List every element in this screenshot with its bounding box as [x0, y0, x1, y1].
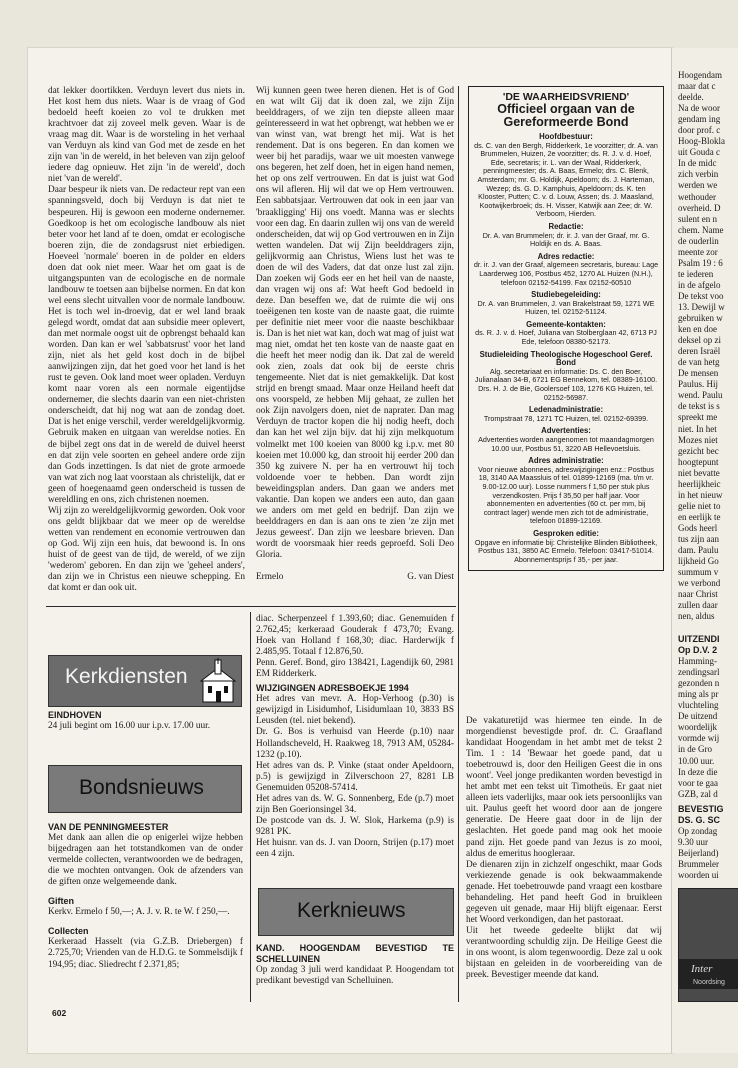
penningmeester-section — [48, 822, 243, 971]
mid-lower-column — [256, 614, 454, 860]
edge-text-line: meente zor — [678, 246, 718, 257]
penningmeester-heading: VAN DE PENNINGMEESTER — [48, 822, 169, 832]
masthead-heading: Hoofdbestuur: — [539, 132, 593, 141]
edge-text-line: deelde. — [678, 92, 704, 103]
signature — [256, 572, 454, 583]
edge-text-line: Brummeler — [678, 859, 719, 870]
masthead-text: dr. ir. J. van der Graaf, algemeen secretaris, bureau: Lage Laarderweg 106, Postbus 452, 1270 AL Huizen (N.H.), telefoon 02152-54199. Fax 02152-60510 — [473, 260, 659, 287]
adres-item: Het adres van ds. P. Vinke (staat onder Apeldoorn, p.5) is gewijzigd in Zilverschoon 27, 8281 LB Genemuiden 05208-57414. — [256, 760, 454, 793]
edge-text-line: Psalm 19 : 6 — [678, 257, 723, 268]
edge-text-line: dam. Paulu — [678, 545, 719, 556]
section-divider — [46, 606, 456, 607]
edge-text-line: Hoog-Blokla — [678, 136, 725, 147]
edge-text-line: In deze die — [678, 766, 718, 777]
kerkdiensten-banner — [48, 655, 242, 707]
adres-item: Het adres van ds. W. G. Sonnenberg, Ede (p.7) moet zijn Ben Goerionsingel 34. — [256, 793, 454, 815]
edge-text-line: vormde wij — [678, 733, 720, 744]
edge-text-line: de ouderlin — [678, 235, 719, 246]
adres-item: Het huisnr. van ds. J. van Doorn, Strijen (p.17) moet een 4 zijn. — [256, 837, 454, 859]
edge-photo — [678, 888, 738, 1002]
masthead-title: 'DE WAARHEIDSVRIEND' — [502, 91, 630, 103]
edge-text-line: De uitzend — [678, 711, 718, 722]
edge-text-line: vluchteling — [678, 700, 719, 711]
edge-text-line: de tekst is s — [678, 401, 720, 412]
kandidaat-text: Op zondag 3 juli werd kandidaat P. Hoogendam tot predikant bevestigd van Schelluinen. — [256, 965, 454, 987]
eindhoven-text: 24 juli begint om 16.00 uur i.p.v. 17.00 uur. — [48, 721, 211, 732]
masthead-text: Voor nieuwe abonnees, adreswijzigingen enz.: Postbus 18, 3140 AA Maassluis of tel. 01899-12169 (ma. t/m vr. 9.00-12.00 uur). Losse nummers f 1,50 per stuk plus verzendkosten. Prijs f 35,50 per half jaar. Voor abonnementen en advertenties (60 ct. per mm, bij contract lager) wende men zich tot de administratie, telefoon 01899-12169. — [478, 464, 654, 526]
edge-text-line: UITZENDI — [678, 634, 720, 644]
edge-text-line: lijkheid Go — [678, 556, 719, 567]
edge-text-line: 10.00 uur. — [678, 755, 715, 766]
edge-text-line: wend. Paulu — [678, 390, 723, 401]
column-1 — [48, 86, 245, 594]
kerkdiensten-title: Kerkdiensten — [65, 665, 188, 688]
collecten-heading: Collecten — [48, 926, 89, 937]
masthead-heading: Ledenadministratie: — [528, 405, 604, 415]
collecten-continued: diac. Scherpenzeel f 1.393,60; diac. Genemuiden f 2.762,45; kerkeraad Gouderak f 473,70; Evang. Hoek van Holland f 168,30; diac. Harderwijk f 2.485,95. Totaal f 12.876,50. — [256, 614, 454, 658]
eindhoven-heading: EINDHOVEN — [48, 710, 102, 720]
edge-text-line: niet bevatte — [678, 467, 720, 478]
edge-text-line: DS. G. SC — [678, 815, 721, 826]
edge-text-line: Mozes niet — [678, 434, 718, 445]
edge-text-line: Na de woor — [678, 103, 720, 114]
adres-item: De postcode van ds. J. W. Slok, Harkema (p.9) is 9281 PK. — [256, 815, 454, 837]
adresboekje-heading: WIJZIGINGEN ADRESBOEKJE 1994 — [256, 683, 409, 694]
giften-text: Kerkv. Ermelo f 50,—; A. J. v. R. te W. f 250,—. — [48, 907, 230, 918]
giro-text: Penn. Geref. Bond, giro 138421, Lagendijk 60, 2981 EM Ridderkerk. — [256, 658, 454, 680]
edge-text-line: ming als pr — [678, 689, 719, 700]
masthead-heading: Studieleiding Theologische Hogeschool Geref. Bond — [479, 349, 653, 368]
masthead-text: Dr. A. van Brummelen, J. van Brakelstraat 59, 1271 WE Huizen, tel. 02152-51124. — [477, 298, 655, 317]
collecten-text: Kerkeraad Hasselt (via G.Z.B. Driebergen) f 2.725,70; Vrienden van de H.D.G. te Sommelsdijk f 194,95; diac. Sliedrecht f 2.371,85; — [48, 937, 243, 970]
edge-text-line: Hoogendam — [678, 70, 722, 80]
col1-paragraph: Daar bespeur ik niets van. De redacteur rept van een spanningsveld, doch bij Verduyn is dat niet te bespeuren. Hij is gewoon een moderne ondernemer. Goedkoop is het om ecologische landbouw als niet beter voor het land af te doen, omdat er ecologische boeren zijn, die de zondagsrust niet erbiedigen. Hoeveel 'normale' boeren in de polder en elders doen dat ook niet meer. Waar het om gaat is de uitgangspunten van de ecologische en de normale landbouw te toetsen aan bijbelse normen. En dat kon wel eens slecht uitvallen voor de normale landbouw. Het is toch wel in-droevig, dat er wel land braak gelegd wordt, omdat dat aan subsidie meer oplevert, dan met normale oogst uit de opbrengst behaald kan worden. Dan kan er wel 'sabbatsrust' voor het land zijn, niet als het geld kost doch in de bijbel aanwijzingen zijn, dat het goed voor het land is het rust te geven. Ook land moet weer opladen. Verduyn komt naar voren als een normale eigentijdse ondernemer, die slechts daarin van een niet-christen onderscheidt, dat hij nog wat aan de zondag doet. Dat is het enige verschil, verder wereldgelijkvormig. Gebruik maken en uitgaan van wereldse noties. En de bijbel zegt ons dat in de wereld de duivel heerst en dat zijn vele soorten en geheel andere orde zijn dan Gods inzettingen. Is dat niet de grote armoede van wat zich nog laat voorstaan als christelijk, dat er geen of hoegenaamd geen onderscheid is tussen de wereldling en ons, zich christenen noemen. — [48, 185, 245, 505]
edge-text-line: de van hetg — [678, 357, 720, 368]
edge-text-line: BEVESTIG — [678, 804, 724, 814]
article-paragraph: De vakaturetijd was hiermee ten einde. In de morgendienst bevestigde prof. dr. C. Graafland kandidaat Hoogendam in het ambt met de tekst 2 Tim. 1 : 14 'Bewaar het goede pand, dat u toebetrouwd is, door den Heiligen Geest die in ons woont'. Veel jonge predikanten worden bevestigd in het ambt met een tekst uit Timotheüs. Er gaat niet alleen iets vaderlijks, maar ook iets persoonlijks van uit. Paulus geeft het woord door aan de jongere generatie. De Heere gaat door in de lijn der geslachten. Het goede pand mag ook het mooie pand zijn. Het goede pand van Jezus is zo mooi, aldus de emeritus hoogleraar. — [466, 716, 662, 859]
edge-text-line: 13. Dewijl w — [678, 301, 725, 312]
eindhoven-notice — [48, 710, 243, 732]
column-divider — [250, 612, 251, 1002]
giften-heading: Giften — [48, 896, 74, 907]
col1-paragraph: dat lekker doortikken. Verduyn levert dus niets in. Het kost hem dus niets. Waar is de vraag of God bedoeld heeft koeien zo vol te drukken met krachtvoer dat zij zoveel melk geven. Waar is de vraag mag dit. Waar is de worsteling in het verhaal van Verduyn als kind van God met de zesde en het zijn van 'in de wereld, in het beleven van zijn geloof iedere dag opnieuw. Het zijn 'in de wereld', doch niet 'van de wereld'. — [48, 86, 245, 185]
edge-text-line: ken en doe — [678, 324, 717, 335]
bevestiging-article — [466, 716, 662, 981]
masthead-box — [468, 86, 664, 571]
masthead-text: ds. C. van den Bergh, Ridderkerk, 1e voorzitter; dr. A. van Brummelen, Huizen, 2e voorzitter; ds. R. J. v. d. Hoef, Ede, secretaris; ir. L. van der Waal, Ridderkerk, penningmeester; ds. A. Baas, Ermelo; drs. C. Blenk, Amsterdam; mr. G. Holdijk, Apeldoorn; ds. J. Harteman, Wezep; ds. G. D. Kamphuis, Apeldoorn; ds. K. ten Klooster, Putten; C. v. d. Louw, Assen; ds. J. Maasland, Kootwijkerbroek; ds. H. Visser, Katwijk aan Zee; dr. W. Verboom, Hierden. — [474, 140, 658, 219]
edge-text-line: in de afgelo — [678, 279, 721, 290]
edge-text-line: zich verbin — [678, 169, 719, 180]
edge-column-top — [678, 70, 725, 622]
edge-text-line: voor te gaa — [678, 777, 718, 788]
edge-text-line: Op zondag — [678, 826, 718, 837]
masthead-heading: Gemeente-kontakten: — [526, 319, 606, 329]
edge-text-line: zullen daar — [678, 600, 718, 611]
masthead-text: Dr. A. van Brummelen; dr. ir. J. van der Graaf, mr. G. Holdijk en ds. A. Baas. — [482, 230, 650, 249]
edge-text-line: in het nieuw — [678, 489, 723, 500]
signature-name: G. van Diest — [407, 572, 454, 583]
edge-text-line: en eerlijk te — [678, 511, 721, 522]
edge-photo-caption-small: Noordsing — [693, 979, 725, 986]
edge-text-line: Op D.V. 2 — [678, 645, 718, 656]
edge-text-line: gendam ing — [678, 114, 721, 125]
edge-text-line: door prof. c — [678, 125, 721, 136]
edge-text-line: overheid. D — [678, 202, 721, 213]
edge-text-line: GZB, zal d — [678, 788, 718, 799]
kandidaat-section — [256, 943, 454, 987]
edge-text-line: gezonden n — [678, 678, 720, 689]
signature-place: Ermelo — [256, 572, 284, 583]
col2-paragraph: Wij kunnen geen twee heren dienen. Het is of God en wat wilt Gij dat ik doen zal, we zijn Zijn beelddragers, of we zijn ten diepste alleen maar geïnteresseerd in wat het opbrengt, wat hebben we er van winst van, wat brengt het mij. Wat is het rendement. Dat is ons begeren. En dan komen we weer bij het paradijs, waar we uit moesten vanwege ons begeren, het zelf doen, het in eigen hand nemen, het op ons zelf vertrouwen. En dat is juist wat God ons wil afleren. Hij wil dat we op Hem vertrouwen. Een sabbatsjaar. Vertrouwen dat ook in een jaar van 'braakligging' Hij ons voedt. Manna was er slechts voor een dag. En daarin zullen wij ons van de wereld onderscheiden, dat wij op God vertrouwen en in Zijn wetten wandelen. Dat wij Zijn beelddragers zijn, gelijkvormig aan Christus, Wiens lust het was te doen de wil des Vaders, dat dat onze lust zal zijn. Dan zoeken wij Gods eer en het heil van de naaste, dan vragen wij ons af: Wat heeft God bedoeld in deze. Dan beseffen we, dat de ruimte die wij ons toeëigenen ten koste van de naaste gaat, die ruimte per definitie niet meer voor die naaste beschikbaar is. Dan is het niet wat kan, doch wat mag of juist wat mag niet, omdat het ten koste van de naaste gaat en die heeft het meer nodig dan ik. Dat zal de wereld ook zien, zoals dat ook bij de eerste chris tengemeente. Niet dat is niet gemakkelijk. Dat kost strijd en brengt smaad. Maar onze Heiland heeft dat ons voorspeld, ze hebben Mij gehaat, ze zullen het ook Zijn navolgers doen, niet de naprater. Dan mag Verduyn de tractor kopen die hij nodig heeft, doch dan kan het wel zijn bijv. dat hij zijn melkquotum volmelkt met 100 koeien van 8000 kg i.p.v. met 80 koeien met 10.000 kg, dan strooit hij eerder 200 dan 350 kg zuivere N. per ha en vertrouwt hij toch voldoende voer te hebben. Dan wordt zijn beweidingsplan anders. Dan gaan we anders met vakantie. Dan kopen we anders een auto, dan gaan we anders om met geld en bedrijf. Dan zijn we beelddragers en dan is aan ons te zien 'ze zijn met Jezus geweest'. Dan zijn we leesbare brieven. Dan wordt de voorsmaak hier reeds geproefd. Soli Deo Gloria. — [256, 86, 454, 560]
edge-text-line: nen, aldus — [678, 611, 715, 622]
edge-text-line: wethouder — [678, 191, 716, 202]
article-paragraph: Uit het tweede gedeelte blijkt dat wij verantwoording schuldig zijn. De Heilige Geest die in ons woont, is alom tegenwoordig. Deze zal u ook bijstaan en geleiden in de voorbereiding van de preek. Bevestiger meende dat kand. — [466, 925, 662, 981]
edge-text-line: Beijerland) — [678, 848, 719, 859]
bondsnieuws-title: Bondsnieuws — [79, 776, 204, 799]
edge-text-line: we verbond — [678, 578, 721, 589]
column-2 — [256, 86, 454, 583]
edge-column-uitzending — [678, 634, 720, 800]
masthead-heading: Redactie: — [548, 221, 584, 231]
edge-photo-caption: Inter — [691, 963, 713, 975]
adres-item: Het adres van mevr. A. Hop-Verhoog (p.30) is gewijzigd in Lisidumhof, Lisidumlaan 10, 3833 BS Leusden (tel. niet bekend). — [256, 694, 454, 727]
next-page-edge — [671, 48, 738, 1053]
masthead-heading: Studiebegeleiding: — [531, 290, 601, 300]
edge-text-line: Paulus. Hij — [678, 379, 719, 390]
edge-text-line: woordelijk — [678, 722, 717, 733]
edge-text-line: heerlijkheic — [678, 478, 721, 489]
edge-text-line: in de Gro — [678, 744, 712, 755]
masthead-text: Alg. secretariaat en informatie: Ds. C. den Boer, Julianalaan 34-B, 6721 EG Bennekom, tel. 08389-16100. Drs. H. J. de Bie, Goolersoef 103, 1276 KG Huizen, tel. 02152-56987. — [474, 366, 658, 402]
edge-text-line: Hamming- — [678, 656, 717, 667]
masthead-text: Opgave en informatie bij: Christelijke Blinden Bibliotheek, Postbus 131, 3850 AC Ermelo. Telefoon: 03417-51014. Abonnementsprijs f 35,- per jaar. — [474, 537, 658, 564]
masthead-text: Advertenties worden aangenomen tot maandagmorgen 10.00 uur, Postbus 51, 3220 AB Hellevoetsluis. — [478, 435, 654, 453]
edge-text-line: sulent en n — [678, 213, 717, 224]
edge-text-line: 9.30 uur — [678, 837, 708, 848]
edge-text-line: naar Christ — [678, 589, 718, 600]
edge-text-line: hoogtepunt — [678, 456, 719, 467]
col1-paragraph: Wij zijn zo wereldgelijkvormig geworden. Ook voor ons geldt blijkbaar dat we meer op de wereldse wetten van rendement en economie vertrouwen dan op God. Wij zijn een huis, dat bewoond is. In ons huist of de geest van de tijd, de wereld, of we zijn 'wederom' geboren. En dan zijn we 'geheel anders', dan zijn we in Christus een nieuwe schepping. En dat komt er dan ook uit. — [48, 505, 245, 594]
edge-text-line: Gods heerl — [678, 522, 718, 533]
kandidaat-heading: KAND. HOOGENDAM BEVESTIGD TE SCHELLUINEN — [256, 943, 454, 965]
masthead-heading: Gesproken editie: — [533, 528, 599, 538]
masthead-text: Trompstraat 78, 1271 TC Huizen, tel. 02152-69399. — [483, 413, 649, 423]
penningmeester-text: Met dank aan allen die op enigerlei wijze hebben bijgedragen aan het totstandkomen van de onder vermelde collecten, verantwoorden we de bedragen, die we mochten ontvangen. Ook de afzenders van de giften onze welgemeende dank. — [48, 833, 243, 888]
article-paragraph: De dienaren zijn in zichzelf ongeschikt, maar Gods verkiezende genade is ook bekwaammakende genade. Het toebetrouwde pand vraagt een kostbare behandeling. Het pand heeft God in bruikleen gegeven uit genade, maar Hij blijft eigenaar. Eerst het Woord verkondigen, dan het pastoraat. — [466, 859, 662, 925]
edge-text-line: te iederen — [678, 268, 714, 279]
edge-text-line: De mensen — [678, 368, 719, 379]
edge-column-bevestiging — [678, 804, 724, 881]
adres-item: Dr. G. Bos is verhuisd van Heerde (p.10) naar Hollandscheveld, H. Raakweg 18, 7913 AM, 05284-1232 (p.10). — [256, 727, 454, 760]
edge-text-line: uit Gouda c — [678, 147, 720, 158]
edge-text-line: deren Israël — [678, 346, 721, 357]
edge-text-line: spreekt me — [678, 412, 718, 423]
column-divider — [458, 86, 459, 1002]
masthead-heading: Adres redactie: — [537, 251, 595, 261]
edge-text-line: deksel op zi — [678, 335, 721, 346]
masthead-heading: Advertenties: — [541, 426, 591, 436]
kerknieuws-title: Kerknieuws — [297, 899, 406, 922]
edge-text-line: zendingsarl — [678, 667, 720, 678]
edge-text-line: werden we — [678, 180, 718, 191]
edge-text-line: summum v — [678, 567, 719, 578]
edge-text-line: woorden ui — [678, 870, 719, 881]
page-number: 602 — [52, 1008, 67, 1018]
edge-text-line: In de midc — [678, 158, 717, 169]
church-icon — [197, 658, 237, 704]
edge-text-line: gezicht bec — [678, 445, 719, 456]
edge-text-line: tus zijn aan — [678, 533, 719, 544]
masthead-subtitle: Officieel orgaan van de Gereformeerde Bond — [497, 102, 635, 129]
bondsnieuws-banner — [48, 765, 242, 813]
edge-text-line: De tekst voo — [678, 290, 724, 301]
kerknieuws-banner — [258, 888, 454, 936]
masthead-heading: Adres administratie: — [528, 456, 604, 466]
edge-text-line: maar dat c — [678, 81, 716, 92]
edge-text-line: gebruiken w — [678, 313, 723, 324]
edge-text-line: gelie niet to — [678, 500, 721, 511]
masthead-text: ds. R. J. v. d. Hoef, Juliana van Stolberglaan 42, 6713 PJ Ede, telefoon 08380-52173. — [475, 328, 657, 347]
edge-text-line: niet. In het — [678, 423, 717, 434]
edge-text-line: chem. Name — [678, 224, 724, 235]
